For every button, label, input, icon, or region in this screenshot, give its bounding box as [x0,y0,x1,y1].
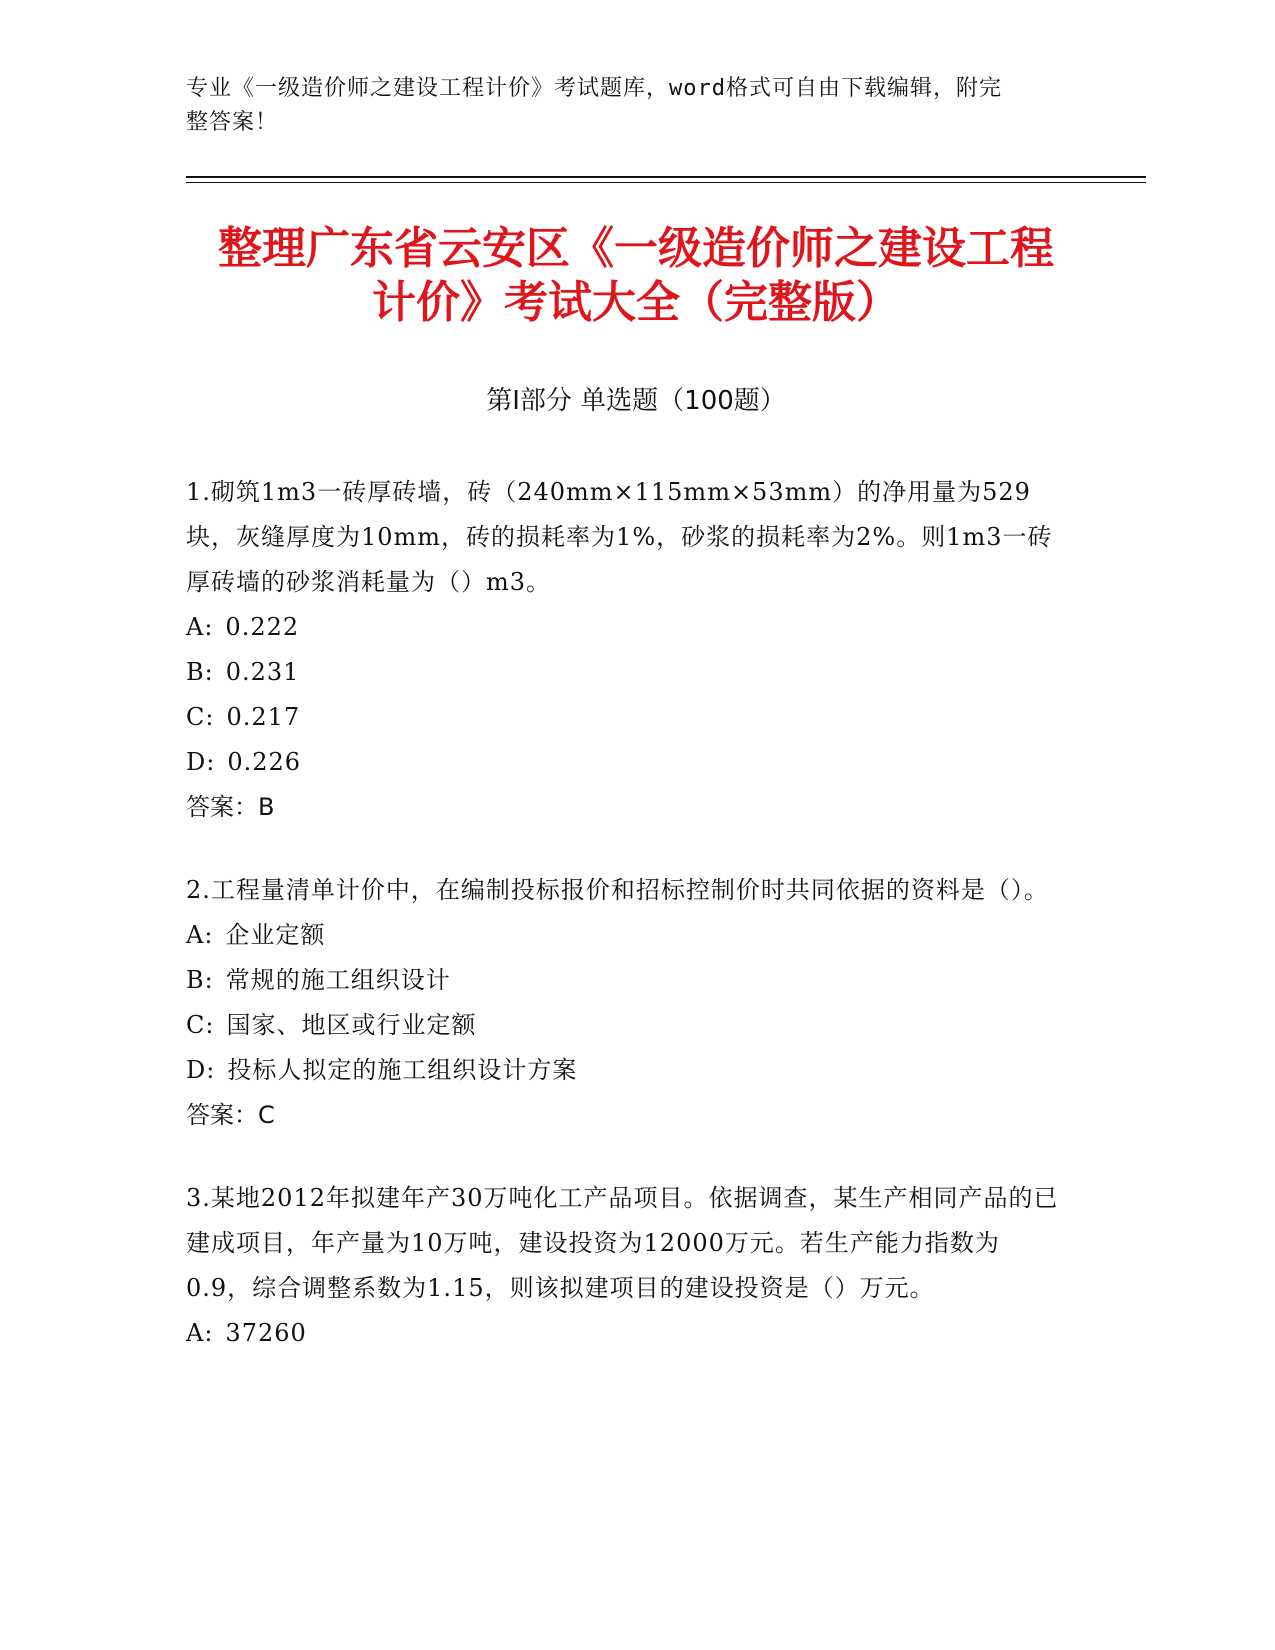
option-value: 37260 [225,1319,307,1347]
option-b [186,958,1066,1003]
header-divider-thin [186,182,1146,183]
question-2 [186,868,1066,1138]
option-value: 0.231 [225,658,300,686]
header-divider-thick [186,176,1146,178]
option-key: A: [186,921,214,949]
option-value: 投标人拟定的施工组织设计方案 [227,1056,578,1084]
option-key: C: [186,1011,215,1039]
document-title-line1: 整理广东省云安区《一级造价师之建设工程 [218,223,1054,274]
header-note-line2: 整答案！ [186,110,279,135]
option-value: 0.226 [227,748,302,776]
header-note-line1: 专业《一级造价师之建设工程计价》考试题库，word格式可自由下载编辑，附完 [186,76,1002,101]
option-key: D: [186,748,216,776]
option-a [186,1311,1066,1356]
question-text: 2.工程量清单计价中，在编制投标报价和招标控制价时共同依据的资料是（）。 [186,876,1049,904]
option-key: D: [186,1056,216,1084]
document-title [186,222,1086,330]
option-value: 0.217 [226,703,301,731]
option-value: 企业定额 [225,921,326,949]
option-value: 常规的施工组织设计 [225,966,451,994]
header-note [186,72,1066,140]
option-b [186,650,1066,695]
option-d [186,740,1066,785]
option-c [186,695,1066,740]
option-d [186,1048,1066,1093]
option-a [186,605,1066,650]
option-value: 国家、地区或行业定额 [226,1011,477,1039]
question-3 [186,1176,1066,1356]
question-text: 3.某地2012年拟建年产30万吨化工产品项目。依据调查，某生产相同产品的已建成项目，年产量为10万吨，建设投资为12000万元。若生产能力指数为0.9，综合调整系数为1.15，则该拟建项目的建设投资是（）万元。 [186,1184,1059,1302]
section-title: 第Ⅰ部分 单选题（100题） [486,386,786,416]
option-c [186,1003,1066,1048]
answer-line: 答案：B [186,793,275,821]
option-key: A: [186,1319,214,1347]
option-a [186,913,1066,958]
option-key: C: [186,703,215,731]
question-1 [186,470,1066,830]
question-text: 1.砌筑1m3一砖厚砖墙，砖（240mm×115mm×53mm）的净用量为529块，灰缝厚度为10mm，砖的损耗率为1%，砂浆的损耗率为2%。则1m3一砖厚砖墙的砂浆消耗量为（）m3。 [186,478,1053,596]
question-list [186,470,1066,1394]
option-key: B: [186,658,214,686]
option-key: B: [186,966,214,994]
option-value: 0.222 [225,613,300,641]
option-key: A: [186,613,214,641]
answer-line: 答案：C [186,1101,275,1129]
document-title-line2: 计价》考试大全（完整版） [372,277,900,328]
